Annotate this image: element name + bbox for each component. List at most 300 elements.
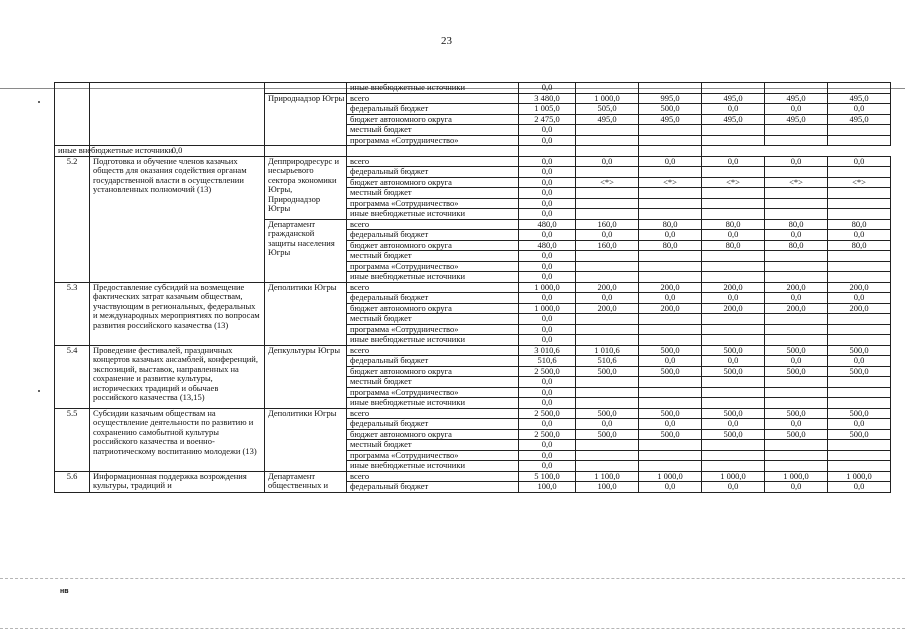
table-cell xyxy=(639,272,702,283)
table-cell: 0,0 xyxy=(702,230,765,241)
table-cell: 2 500,0 xyxy=(519,366,576,377)
table-cell: 0,0 xyxy=(639,156,702,167)
table-cell xyxy=(639,125,702,136)
table-cell: 2 500,0 xyxy=(519,408,576,419)
table-cell: 495,0 xyxy=(702,93,765,104)
table-cell: 0,0 xyxy=(519,335,576,346)
table-cell: бюджет автономного округа xyxy=(347,429,519,440)
table-cell xyxy=(702,377,765,388)
table-cell xyxy=(828,398,891,409)
table-cell xyxy=(576,324,639,335)
table-cell xyxy=(576,335,639,346)
table-cell: местный бюджет xyxy=(347,125,519,136)
table-cell xyxy=(576,387,639,398)
table-cell: 5.6 xyxy=(55,471,90,492)
table-cell: программа «Сотрудничество» xyxy=(347,135,519,146)
table-cell: 0,0 xyxy=(519,419,576,430)
table-cell: 200,0 xyxy=(576,282,639,293)
table-cell: 200,0 xyxy=(639,303,702,314)
table-cell: 0,0 xyxy=(828,104,891,115)
table-cell xyxy=(702,314,765,325)
table-cell: 0,0 xyxy=(576,419,639,430)
table-cell: Природнадзор Югры xyxy=(265,93,347,146)
table-cell: федеральный бюджет xyxy=(347,230,519,241)
table-cell xyxy=(702,461,765,472)
table-cell: 1 000,0 xyxy=(639,471,702,482)
table-cell xyxy=(702,450,765,461)
table-cell: 500,0 xyxy=(639,429,702,440)
table-cell xyxy=(347,146,519,157)
table-cell xyxy=(519,146,576,157)
table-cell xyxy=(576,198,639,209)
table-cell: 500,0 xyxy=(702,366,765,377)
table-cell xyxy=(639,377,702,388)
table-cell xyxy=(828,188,891,199)
table-cell xyxy=(265,83,347,94)
table-cell: 0,0 xyxy=(702,356,765,367)
table-cell: 1 000,0 xyxy=(519,282,576,293)
table-cell: иные внебюджетные источники xyxy=(55,146,90,157)
table-cell: 0,0 xyxy=(702,104,765,115)
table-cell: 0,0 xyxy=(519,125,576,136)
table-cell: всего xyxy=(347,345,519,356)
table-cell xyxy=(576,272,639,283)
table-cell: программа «Сотрудничество» xyxy=(347,387,519,398)
table-cell xyxy=(576,261,639,272)
table-cell: 200,0 xyxy=(702,303,765,314)
table-cell: 495,0 xyxy=(828,114,891,125)
table-cell xyxy=(702,272,765,283)
table-cell xyxy=(765,261,828,272)
table-cell xyxy=(639,324,702,335)
table-cell: бюджет автономного округа xyxy=(347,114,519,125)
table-cell: 0,0 xyxy=(639,356,702,367)
table-cell: программа «Сотрудничество» xyxy=(347,450,519,461)
table-cell: бюджет автономного округа xyxy=(347,177,519,188)
table-cell xyxy=(702,440,765,451)
table-cell xyxy=(765,125,828,136)
table-cell xyxy=(828,324,891,335)
table-cell xyxy=(265,146,347,157)
table-cell xyxy=(576,125,639,136)
table-cell: 500,0 xyxy=(765,408,828,419)
table-cell: 80,0 xyxy=(828,240,891,251)
table-cell xyxy=(90,83,265,146)
table-cell xyxy=(765,198,828,209)
table-cell: 510,6 xyxy=(519,356,576,367)
table-cell: 200,0 xyxy=(639,282,702,293)
table-cell: 1 005,0 xyxy=(519,104,576,115)
table-cell: иные внебюджетные источники xyxy=(347,209,519,220)
table-cell xyxy=(765,335,828,346)
table-cell xyxy=(576,83,639,94)
table-cell: местный бюджет xyxy=(347,188,519,199)
table-cell: 160,0 xyxy=(576,219,639,230)
table-cell xyxy=(639,198,702,209)
table-cell: 200,0 xyxy=(828,303,891,314)
table-cell xyxy=(765,188,828,199)
table-cell xyxy=(828,167,891,178)
table-cell: 5.3 xyxy=(55,282,90,345)
table-cell xyxy=(639,146,702,157)
table-cell: программа «Сотрудничество» xyxy=(347,324,519,335)
table-cell: федеральный бюджет xyxy=(347,293,519,304)
table-cell: 500,0 xyxy=(576,429,639,440)
table-cell: местный бюджет xyxy=(347,377,519,388)
table-cell xyxy=(576,450,639,461)
table-cell: 0,0 xyxy=(828,482,891,493)
table-cell xyxy=(639,209,702,220)
table-cell: 200,0 xyxy=(576,303,639,314)
table-cell: 80,0 xyxy=(828,219,891,230)
table-cell: Предоставление субсидий на возмещение фактических затрат казачьим обществам, участвующим в региональных, федеральных и международных мероприятиях по вопросам развития российского казачества (13) xyxy=(90,282,265,345)
table-cell: <*> xyxy=(765,177,828,188)
table-cell: 0,0 xyxy=(519,450,576,461)
table-cell: 0,0 xyxy=(702,482,765,493)
table-cell xyxy=(765,135,828,146)
table-cell: 500,0 xyxy=(765,429,828,440)
table-cell xyxy=(702,251,765,262)
table-cell: 200,0 xyxy=(702,282,765,293)
table-cell xyxy=(639,135,702,146)
table-row xyxy=(55,146,891,157)
table-cell: 2 475,0 xyxy=(519,114,576,125)
table-cell: всего xyxy=(347,408,519,419)
table-cell: 0,0 xyxy=(765,104,828,115)
table-cell xyxy=(828,251,891,262)
table-cell: <*> xyxy=(576,177,639,188)
table-cell: 0,0 xyxy=(519,324,576,335)
table-cell: 0,0 xyxy=(765,293,828,304)
table-cell xyxy=(828,377,891,388)
table-cell: федеральный бюджет xyxy=(347,104,519,115)
table-cell: 500,0 xyxy=(639,366,702,377)
table-cell: 500,0 xyxy=(639,345,702,356)
table-cell: 500,0 xyxy=(765,366,828,377)
table-cell: 480,0 xyxy=(519,240,576,251)
table-cell: федеральный бюджет xyxy=(347,167,519,178)
table-cell xyxy=(639,167,702,178)
table-cell: <*> xyxy=(639,177,702,188)
footer-mark: нв xyxy=(60,588,69,595)
table-cell: 500,0 xyxy=(639,104,702,115)
table-cell xyxy=(702,188,765,199)
table-cell xyxy=(765,377,828,388)
table-cell xyxy=(639,440,702,451)
table-cell: бюджет автономного округа xyxy=(347,240,519,251)
table-cell xyxy=(576,398,639,409)
table-cell: <*> xyxy=(828,177,891,188)
table-cell xyxy=(576,209,639,220)
table-cell: 0,0 xyxy=(519,387,576,398)
table-cell: 0,0 xyxy=(639,230,702,241)
table-cell: 1 000,0 xyxy=(765,471,828,482)
table-cell xyxy=(828,125,891,136)
table-cell: 500,0 xyxy=(828,408,891,419)
table-cell: 0,0 xyxy=(765,156,828,167)
table-cell: 500,0 xyxy=(828,366,891,377)
page-number: 23 xyxy=(441,35,452,47)
table-cell xyxy=(639,398,702,409)
table-cell xyxy=(828,440,891,451)
table-cell: 500,0 xyxy=(828,345,891,356)
table-cell: 0,0 xyxy=(519,230,576,241)
budget-table xyxy=(54,82,891,493)
table-row xyxy=(55,471,891,482)
table-cell: Департамент общественных и xyxy=(265,471,347,492)
table-cell: 100,0 xyxy=(519,482,576,493)
table-cell xyxy=(765,398,828,409)
scan-line xyxy=(0,628,905,629)
table-cell: 80,0 xyxy=(639,240,702,251)
table-cell: 1 000,0 xyxy=(702,471,765,482)
table-cell: 495,0 xyxy=(702,114,765,125)
table-cell: иные внебюджетные источники xyxy=(347,398,519,409)
table-cell xyxy=(765,167,828,178)
table-cell: иные внебюджетные источники xyxy=(347,272,519,283)
table-cell: 0,0 xyxy=(90,146,265,157)
table-row xyxy=(55,345,891,356)
table-cell: Проведение фестивалей, праздничных концертов казачьих ансамблей, конференций, экспозиций, выставок, направленных на сохранение и развитие культуры, исторических традиций и обычаев российского казачества (13,15) xyxy=(90,345,265,408)
table-cell xyxy=(55,83,90,146)
table-cell: 0,0 xyxy=(519,188,576,199)
table-cell xyxy=(765,314,828,325)
table-cell: Депкультуры Югры xyxy=(265,345,347,408)
table-cell: всего xyxy=(347,219,519,230)
table-cell: 500,0 xyxy=(639,408,702,419)
table-cell: 0,0 xyxy=(828,356,891,367)
table-cell xyxy=(702,261,765,272)
table-cell xyxy=(828,272,891,283)
table-cell xyxy=(702,209,765,220)
table-cell: 0,0 xyxy=(828,419,891,430)
table-cell xyxy=(702,398,765,409)
scan-line xyxy=(0,578,905,579)
table-cell: 0,0 xyxy=(765,230,828,241)
table-cell xyxy=(765,461,828,472)
table-cell: 80,0 xyxy=(765,219,828,230)
table-cell: 0,0 xyxy=(765,356,828,367)
table-cell: 0,0 xyxy=(519,293,576,304)
table-cell: 0,0 xyxy=(519,83,576,94)
table-cell xyxy=(576,314,639,325)
table-cell xyxy=(576,167,639,178)
table-cell: всего xyxy=(347,471,519,482)
table-cell: бюджет автономного округа xyxy=(347,366,519,377)
table-cell: 3 010,6 xyxy=(519,345,576,356)
table-cell: 495,0 xyxy=(765,93,828,104)
table-cell xyxy=(576,146,639,157)
table-cell: 0,0 xyxy=(702,156,765,167)
table-row xyxy=(55,83,891,94)
table-cell: 0,0 xyxy=(765,482,828,493)
table-cell xyxy=(765,450,828,461)
table-cell: 200,0 xyxy=(765,303,828,314)
table-cell: иные внебюджетные источники xyxy=(347,335,519,346)
table-cell: 1 000,0 xyxy=(519,303,576,314)
table-cell: программа «Сотрудничество» xyxy=(347,198,519,209)
table-cell: 0,0 xyxy=(576,293,639,304)
table-cell: иные внебюджетные источники xyxy=(347,461,519,472)
table-cell xyxy=(576,251,639,262)
table-cell: 100,0 xyxy=(576,482,639,493)
table-cell: Деполитики Югры xyxy=(265,282,347,345)
table-cell: 5.5 xyxy=(55,408,90,471)
table-cell xyxy=(702,135,765,146)
table-cell: 0,0 xyxy=(639,482,702,493)
table-cell: 0,0 xyxy=(702,293,765,304)
table-cell: 495,0 xyxy=(765,114,828,125)
table-cell: 1 010,6 xyxy=(576,345,639,356)
table-cell: 0,0 xyxy=(639,293,702,304)
table-cell: программа «Сотрудничество» xyxy=(347,261,519,272)
table-cell: 0,0 xyxy=(519,440,576,451)
table-cell: местный бюджет xyxy=(347,440,519,451)
table-cell: 505,0 xyxy=(576,104,639,115)
table-cell xyxy=(639,335,702,346)
table-cell xyxy=(702,125,765,136)
table-cell xyxy=(828,314,891,325)
table-cell xyxy=(639,314,702,325)
margin-dot xyxy=(38,101,40,103)
table-cell: 5.4 xyxy=(55,345,90,408)
table-cell xyxy=(828,209,891,220)
table-cell: 0,0 xyxy=(828,156,891,167)
table-cell: 995,0 xyxy=(639,93,702,104)
table-cell: 0,0 xyxy=(828,293,891,304)
table-cell xyxy=(702,83,765,94)
table-cell: Информационная поддержка возрождения культуры, традиций и xyxy=(90,471,265,492)
table-cell: 500,0 xyxy=(828,429,891,440)
table-cell: 500,0 xyxy=(576,366,639,377)
table-cell xyxy=(765,209,828,220)
table-cell: всего xyxy=(347,282,519,293)
table-cell xyxy=(639,461,702,472)
table-cell xyxy=(702,335,765,346)
table-cell: 0,0 xyxy=(519,177,576,188)
table-cell: 160,0 xyxy=(576,240,639,251)
table-cell: местный бюджет xyxy=(347,314,519,325)
table-cell: 495,0 xyxy=(828,93,891,104)
table-cell: Депприродресурс и несырьевого сектора экономики Югры, Природнадзор Югры xyxy=(265,156,347,219)
table-row xyxy=(55,408,891,419)
table-cell: 0,0 xyxy=(519,135,576,146)
table-cell: 0,0 xyxy=(576,230,639,241)
table-cell: <*> xyxy=(702,177,765,188)
table-cell xyxy=(576,377,639,388)
table-cell: 0,0 xyxy=(519,167,576,178)
table-cell xyxy=(702,167,765,178)
table-cell xyxy=(765,272,828,283)
table-cell: Деполитики Югры xyxy=(265,408,347,471)
table-cell: 80,0 xyxy=(639,219,702,230)
table-row xyxy=(55,156,891,167)
table-cell xyxy=(765,440,828,451)
table-cell: 5.2 xyxy=(55,156,90,282)
table-cell: 5 100,0 xyxy=(519,471,576,482)
table-cell: 480,0 xyxy=(519,219,576,230)
table-cell xyxy=(639,387,702,398)
table-cell: 0,0 xyxy=(519,261,576,272)
table-cell: 80,0 xyxy=(702,240,765,251)
table-cell xyxy=(828,198,891,209)
table-cell: Подготовка и обучение членов казачьих обществ для оказания содействия органам государственной власти в осуществлении установленных полномочий (13) xyxy=(90,156,265,282)
table-cell: 500,0 xyxy=(765,345,828,356)
table-cell: иные внебюджетные источники xyxy=(347,83,519,94)
table-cell: Субсидии казачьим обществам на осуществление деятельности по развитию и сохранению самобытной культуры российского казачества и военно-патриотическому воспитанию молодежи (13) xyxy=(90,408,265,471)
table-cell xyxy=(702,387,765,398)
table-cell: 0,0 xyxy=(519,251,576,262)
table-cell: Департамент гражданской защиты населения Югры xyxy=(265,219,347,282)
table-cell xyxy=(828,387,891,398)
table-cell: 1 000,0 xyxy=(828,471,891,482)
table-cell xyxy=(639,450,702,461)
table-cell xyxy=(639,83,702,94)
table-cell: федеральный бюджет xyxy=(347,419,519,430)
table-cell: 200,0 xyxy=(828,282,891,293)
table-cell: 500,0 xyxy=(702,408,765,419)
table-cell xyxy=(828,135,891,146)
table-cell: федеральный бюджет xyxy=(347,356,519,367)
table-cell xyxy=(828,335,891,346)
table-cell xyxy=(765,324,828,335)
table-cell xyxy=(576,440,639,451)
table-cell xyxy=(702,198,765,209)
table-cell: 495,0 xyxy=(576,114,639,125)
table-cell: 500,0 xyxy=(576,408,639,419)
table-cell: 0,0 xyxy=(639,419,702,430)
table-cell xyxy=(639,261,702,272)
table-cell: 1 100,0 xyxy=(576,471,639,482)
table-cell xyxy=(828,461,891,472)
table-cell: 495,0 xyxy=(639,114,702,125)
table-cell: 0,0 xyxy=(702,419,765,430)
table-cell xyxy=(828,450,891,461)
table-cell: 80,0 xyxy=(765,240,828,251)
table-cell: всего xyxy=(347,93,519,104)
table-cell: 500,0 xyxy=(702,429,765,440)
table-cell: 0,0 xyxy=(828,230,891,241)
table-cell xyxy=(639,251,702,262)
table-row xyxy=(55,282,891,293)
table-cell xyxy=(765,387,828,398)
table-cell: 0,0 xyxy=(765,419,828,430)
table-cell xyxy=(702,324,765,335)
table-cell xyxy=(576,461,639,472)
table-cell: бюджет автономного округа xyxy=(347,303,519,314)
table-body xyxy=(55,83,891,493)
table-cell: 500,0 xyxy=(702,345,765,356)
table-cell: 0,0 xyxy=(519,272,576,283)
table-cell xyxy=(765,251,828,262)
table-cell: 3 480,0 xyxy=(519,93,576,104)
table-cell: 0,0 xyxy=(519,461,576,472)
table-cell: 200,0 xyxy=(765,282,828,293)
table-cell: местный бюджет xyxy=(347,251,519,262)
table-cell: всего xyxy=(347,156,519,167)
table-cell xyxy=(639,188,702,199)
table-cell xyxy=(828,83,891,94)
table-cell: 0,0 xyxy=(519,198,576,209)
table-cell: 510,6 xyxy=(576,356,639,367)
table-cell: 2 500,0 xyxy=(519,429,576,440)
table-cell: 0,0 xyxy=(519,314,576,325)
table-cell: 0,0 xyxy=(519,209,576,220)
table-cell: 0,0 xyxy=(519,156,576,167)
margin-dot xyxy=(38,390,40,392)
table-cell: 80,0 xyxy=(702,219,765,230)
table-cell xyxy=(576,135,639,146)
